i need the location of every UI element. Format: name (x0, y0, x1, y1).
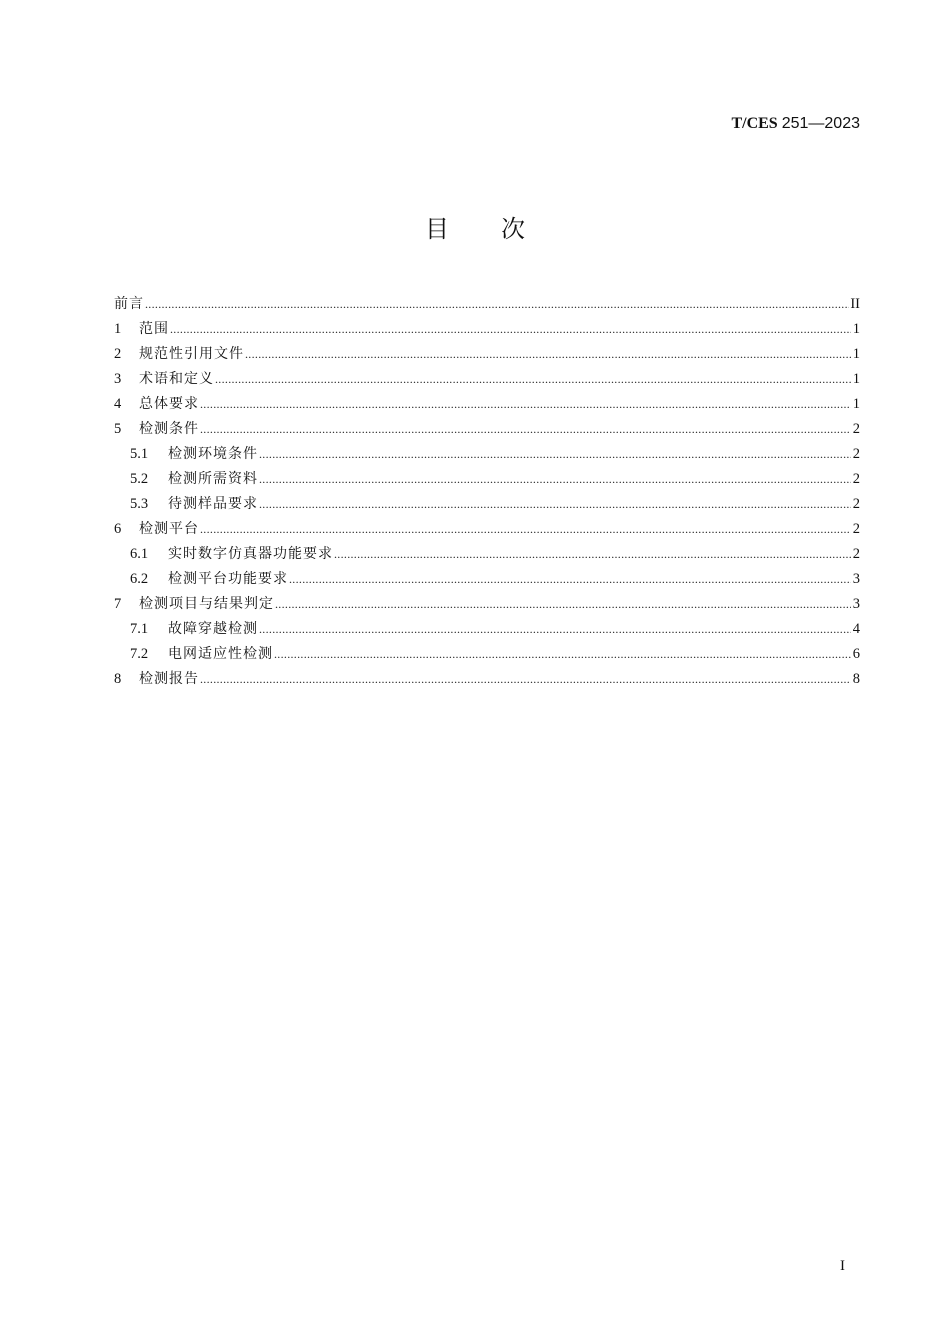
toc-dot-leader (259, 492, 851, 517)
toc-entry-number: 5.3 (130, 496, 149, 512)
standard-prefix: T/CES (731, 115, 778, 132)
toc-entry-number: 6 (114, 521, 122, 537)
toc-entry-page: 1 (852, 321, 860, 337)
toc-entry-number: 6.2 (130, 571, 149, 587)
toc-entry-4[interactable] (114, 392, 860, 417)
toc-entry-page: 1 (852, 396, 860, 412)
toc-entry-8[interactable] (114, 667, 860, 692)
toc-dot-leader (170, 317, 851, 342)
title-char-2: 次 (501, 215, 525, 243)
toc-entry-label: 电网适应性检测 (168, 646, 273, 662)
toc-entry-page: 2 (852, 421, 860, 437)
standard-number: 251—2023 (781, 115, 860, 132)
toc-entry-page: 3 (852, 596, 860, 612)
toc-dot-leader (274, 642, 851, 667)
toc-entry-6[interactable] (114, 517, 860, 542)
toc-dot-leader (259, 617, 851, 642)
toc-entry-page: 1 (852, 371, 860, 387)
toc-entry-3[interactable] (114, 367, 860, 392)
standard-code (731, 114, 860, 134)
toc-entry-number: 7.1 (130, 621, 149, 637)
page-title (0, 212, 950, 246)
toc-entry-label: 前言 (114, 296, 144, 312)
toc-entry-page: 8 (852, 671, 860, 687)
toc-entry-2[interactable] (114, 342, 860, 367)
toc-entry-label: 检测条件 (139, 421, 199, 437)
toc-entry-page: 1 (852, 346, 860, 362)
toc-entry-number: 5 (114, 421, 122, 437)
table-of-contents (114, 292, 860, 692)
toc-entry-label: 检测所需资料 (168, 471, 258, 487)
toc-entry-number: 6.1 (130, 546, 149, 562)
toc-entry-page: 2 (852, 471, 860, 487)
toc-entry-label: 故障穿越检测 (168, 621, 258, 637)
toc-dot-leader (200, 667, 851, 692)
toc-entry-page: 2 (852, 546, 860, 562)
toc-dot-leader (245, 342, 851, 367)
toc-entry-page: 6 (852, 646, 860, 662)
toc-entry-7-1[interactable] (114, 617, 860, 642)
toc-entry-label: 规范性引用文件 (139, 346, 244, 362)
toc-entry-7-2[interactable] (114, 642, 860, 667)
toc-entry-label: 检测平台 (139, 521, 199, 537)
toc-entry-5-1[interactable] (114, 442, 860, 467)
page-number: I (840, 1258, 845, 1274)
toc-dot-leader (215, 367, 851, 392)
toc-entry-page: 2 (852, 446, 860, 462)
toc-dot-leader (200, 417, 851, 442)
toc-entry-label: 待测样品要求 (168, 496, 258, 512)
toc-entry-label: 总体要求 (139, 396, 199, 412)
toc-entry-number: 7.2 (130, 646, 149, 662)
toc-entry-label: 检测环境条件 (168, 446, 258, 462)
toc-entry-number: 8 (114, 671, 122, 687)
toc-entry-5[interactable] (114, 417, 860, 442)
toc-entry-label: 检测项目与结果判定 (139, 596, 274, 612)
toc-dot-leader (275, 592, 851, 617)
toc-entry-page: II (850, 296, 860, 312)
toc-entry-6-2[interactable] (114, 567, 860, 592)
toc-entry-label: 范围 (139, 321, 169, 337)
toc-entry-number: 1 (114, 321, 122, 337)
toc-dot-leader (259, 467, 851, 492)
title-char-1: 目 (425, 215, 449, 243)
toc-entry-1[interactable] (114, 317, 860, 342)
toc-entry-number: 7 (114, 596, 122, 612)
toc-entry-page: 4 (852, 621, 860, 637)
toc-dot-leader (334, 542, 851, 567)
toc-entry-page: 2 (852, 521, 860, 537)
toc-entry-number: 5.1 (130, 446, 149, 462)
toc-entry-5-3[interactable] (114, 492, 860, 517)
toc-entry-7[interactable] (114, 592, 860, 617)
toc-entry-5-2[interactable] (114, 467, 860, 492)
toc-entry-page: 3 (852, 571, 860, 587)
toc-entry-page: 2 (852, 496, 860, 512)
toc-dot-leader (289, 567, 851, 592)
toc-entry-label: 术语和定义 (139, 371, 214, 387)
toc-entry-6-1[interactable] (114, 542, 860, 567)
toc-dot-leader (200, 517, 851, 542)
toc-entry-number: 4 (114, 396, 122, 412)
toc-entry-foreword[interactable] (114, 292, 860, 317)
toc-dot-leader (145, 292, 849, 317)
toc-entry-number: 2 (114, 346, 122, 362)
toc-dot-leader (200, 392, 851, 417)
toc-entry-label: 检测报告 (139, 671, 199, 687)
toc-entry-number: 5.2 (130, 471, 149, 487)
toc-entry-label: 检测平台功能要求 (168, 571, 288, 587)
toc-entry-number: 3 (114, 371, 122, 387)
toc-dot-leader (259, 442, 851, 467)
toc-entry-label: 实时数字仿真器功能要求 (168, 546, 333, 562)
